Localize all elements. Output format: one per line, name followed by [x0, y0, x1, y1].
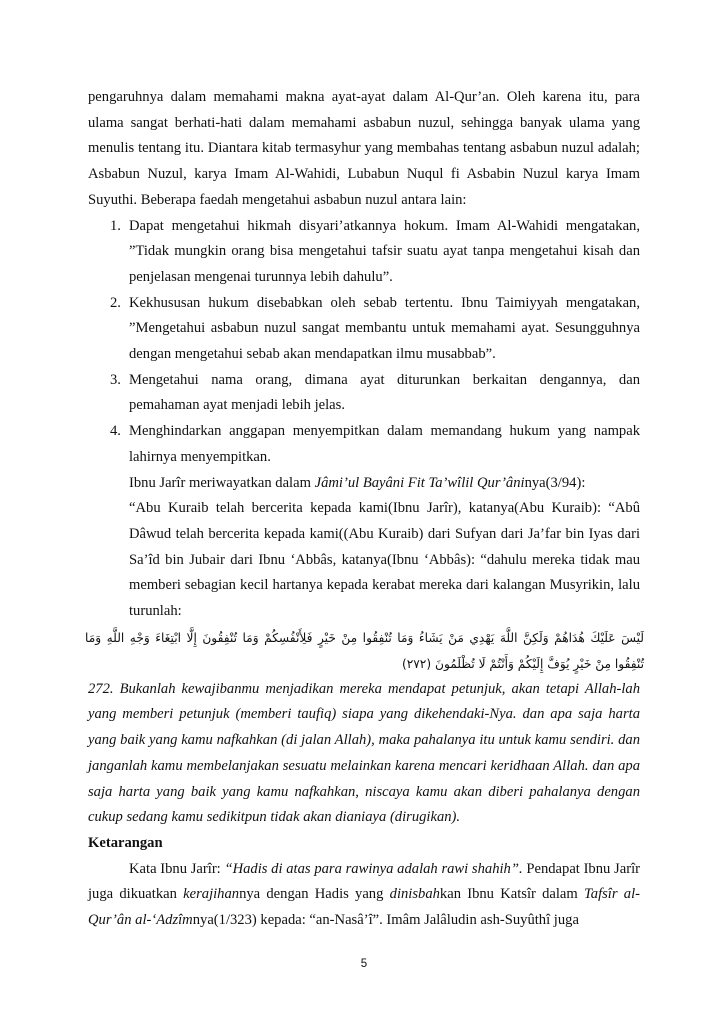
section-heading: Ketarangan — [88, 834, 163, 851]
ibnu-line-pre: Ibnu Jarîr meriwayatkan dalam — [129, 474, 315, 491]
closing-s8: Tafsîr al-Qur’ân al-‘Adzîm — [88, 886, 640, 929]
closing-s6: dinisbah — [389, 886, 440, 903]
list-number: 3. — [110, 371, 121, 388]
closing-s1: Kata Ibnu Jarîr: — [129, 860, 225, 877]
closing-s4: kerajihan — [183, 886, 240, 903]
verse-translation: 272. Bukanlah kewajibanmu menjadikan mereka mendapat petunjuk, akan tetapi Allah-lah yang memberi petunjuk (memberi taufiq) siapa yang dikehendaki-Nya. dan apa saja harta yang baik yang kamu nafkahkan (di jalan Allah), maka pahalanya itu untuk kamu sendiri. dan janganlah kamu membelanjakan sesuatu melainkan karena mencari keridhaan Allah. dan apa saja harta yang baik yang kamu nafkahkan, niscaya kamu akan diberi pahalanya dengan cukup sedang kamu sedikitpun tidak akan dianiaya (dirugikan). — [88, 680, 640, 826]
hadith-quote: “Abu Kuraib telah bercerita kepada kami(Ibnu Jarîr), katanya(Abu Kuraib): “Abû Dâwud telah bercerita kepada kami((Abu Kuraib) dari Sufyan dari Ja’far bin Iyas dari Sa’îd bin Jubair dari Ibnu ‘Abbâs, katanya(Ibnu ‘Abbâs): “dahulu mereka tidak mau memberi sebagian kecil hartanya kepada kerabat mereka dari kalangan Musyrikin, lalu turunlah: — [129, 500, 640, 620]
closing-s9: nya(1/323) kepada: “an-Nasâ’î”. Imâm Jalâludin ash-Suyûthî juga — [192, 912, 579, 929]
closing-s3: Pendapat Ibnu Jarîr juga dikuatkan — [88, 860, 640, 903]
benefits-list — [88, 214, 640, 471]
ibnu-line-post: nya(3/94): — [524, 474, 586, 491]
closing-s7: kan Ibnu Katsîr dalam — [439, 886, 584, 903]
ibnu-jarir-line — [88, 471, 640, 497]
page-number: 5 — [360, 958, 368, 970]
document-page — [85, 85, 644, 934]
list-item-text: Kekhususan hukum disebabkan oleh sebab tertentu. Ibnu Taimiyyah mengatakan, ”Mengetahui asbabun nuzul sangat membantu untuk memahami ayat. Sesungguhnya dengan mengetahui sebab akan mendapatkan ilmu musabbab”. — [129, 294, 640, 363]
list-item — [88, 419, 640, 470]
list-item-text: Mengetahui nama orang, dimana ayat diturunkan berkaitan dengannya, dan pemahaman ayat menjadi lebih jelas. — [129, 371, 640, 414]
list-item-text: Dapat mengetahui hikmah disyari’atkannya hokum. Imam Al-Wahidi mengatakan, ”Tidak mungkin orang bisa mengetahui tafsir suatu ayat tanpa mengetahui kisah dan penjelasan mengenai turunnya lebih dahulu”. — [129, 217, 640, 285]
list-number: 1. — [110, 217, 121, 234]
list-item — [88, 214, 640, 291]
arabic-verse: لَيْسَ عَلَيْكَ هُدَاهُمْ وَلَكِنَّ اللَّهَ يَهْدِي مَنْ يَشَاءُ وَمَا تُنْفِقُوا مِنْ خَيْرٍ فَلِأَنْفُسِكُمْ وَمَا تُنْفِقُونَ إِلَّا ابْتِغَاءَ وَجْهِ اللَّهِ وَمَا تُنْفِقُوا مِنْ خَيْرٍ يُوَفَّ إِلَيْكُمْ وَأَنْتُمْ لَا تُظْلَمُونَ (٢٧٢) — [85, 630, 644, 671]
closing-s2: “Hadis di atas para rawinya adalah rawi shahih”. — [224, 860, 523, 877]
list-number: 4. — [110, 423, 121, 440]
list-number: 2. — [110, 294, 121, 311]
list-item-text: Menghindarkan anggapan menyempitkan dalam memandang hukum yang nampak lahirnya menyempitkan. — [129, 423, 640, 465]
list-item — [88, 368, 640, 419]
intro-paragraph: pengaruhnya dalam memahami makna ayat-ayat dalam Al-Qur’an. Oleh karena itu, para ulama sangat berhati-hati dalam memahami asbabun nuzul, sehingga banyak ulama yang menulis tentang itu. Diantara kitab termasyhur yang membahas tentang asbabun nuzul adalah; Asbabun Nuzul, karya Imam Al-Wahidi, Lubabun Nuqul fi Asbabin Nuzul karya Imam Suyuthi. Beberapa faedah mengetahui asbabun nuzul antara lain: — [88, 89, 640, 208]
closing-s5: nya dengan Hadis yang — [239, 886, 390, 903]
kitab-title: Jâmi’ul Bayâni Fit Ta’wîlil Qur’âni — [314, 474, 525, 491]
list-item — [88, 291, 640, 368]
closing-paragraph — [88, 857, 640, 934]
